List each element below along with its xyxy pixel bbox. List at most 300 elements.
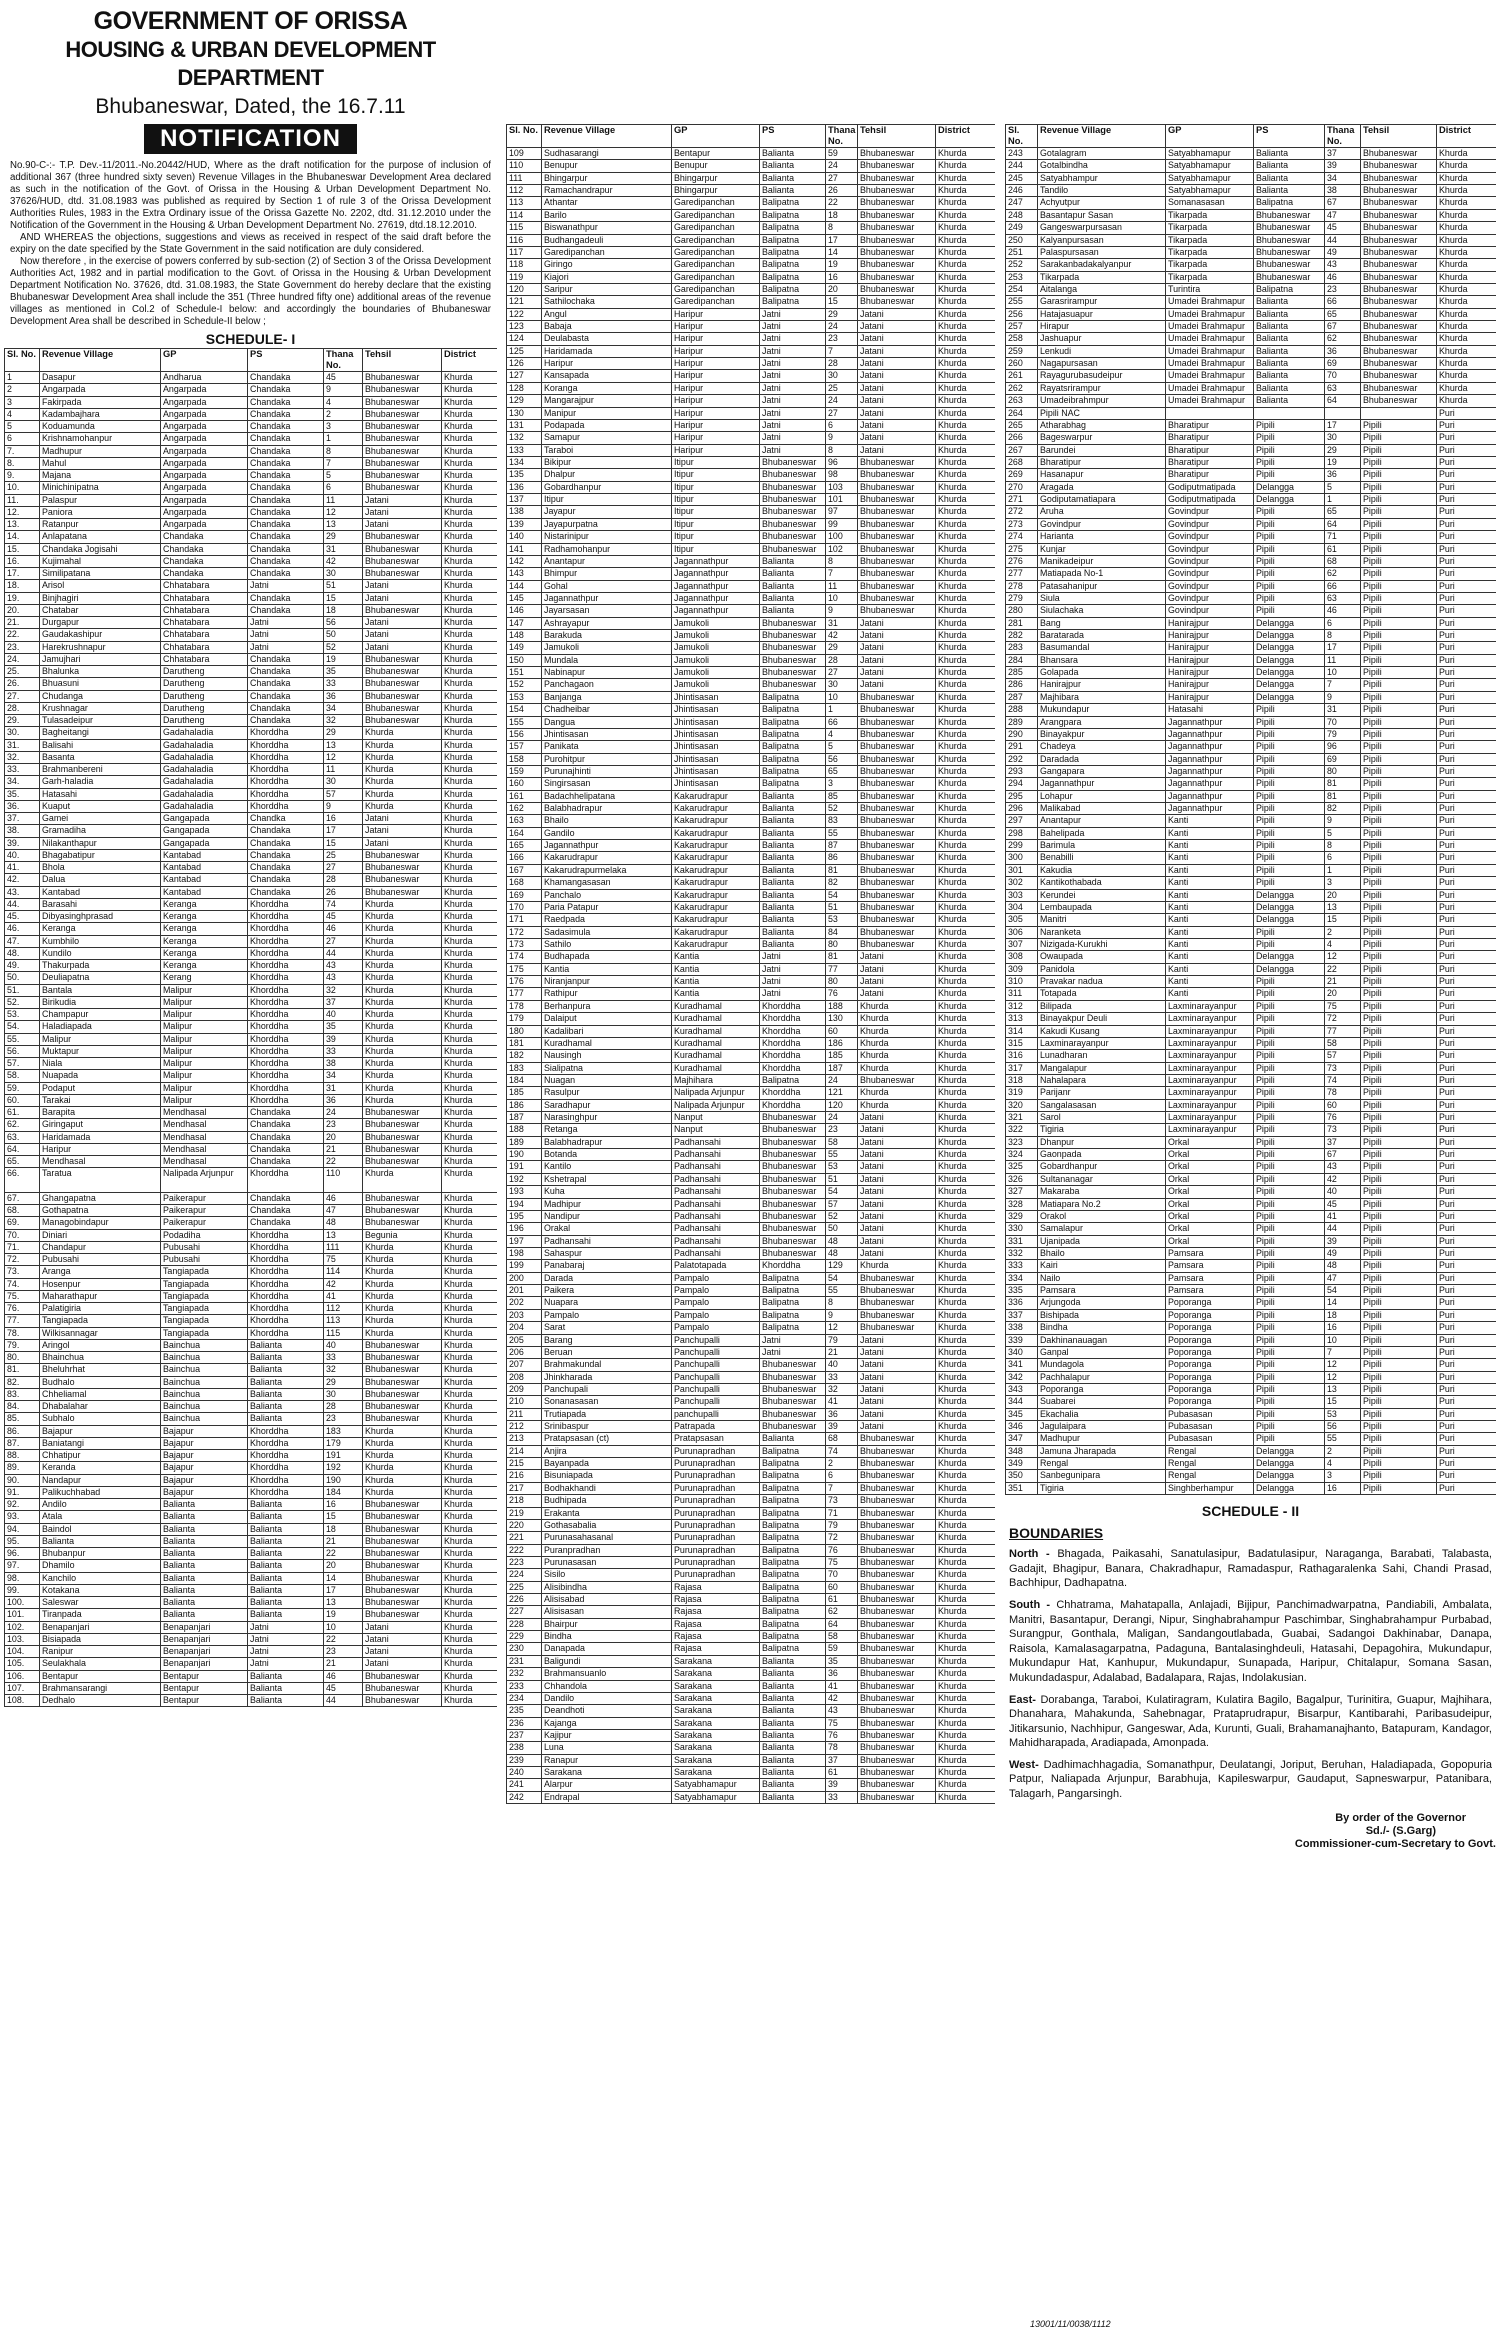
table-cell: 330 xyxy=(1006,1223,1038,1235)
table-cell: Khurda xyxy=(363,1327,442,1339)
table-cell: Kumbhilo xyxy=(40,935,161,947)
table-cell: 51 xyxy=(324,580,363,592)
table-row xyxy=(507,568,996,580)
table-cell: 194 xyxy=(507,1198,542,1210)
table-cell: 226 xyxy=(507,1594,542,1606)
table-cell: Khurda xyxy=(936,1025,996,1037)
table-cell: Khurda xyxy=(1437,197,1497,209)
table-cell: 40 xyxy=(1325,1186,1361,1198)
table-cell: 11. xyxy=(5,494,40,506)
table-cell: Chandaka xyxy=(248,1119,324,1131)
table-row xyxy=(507,283,996,295)
table-cell: Khurda xyxy=(936,654,996,666)
table-cell: Bhubaneswar xyxy=(363,1413,442,1425)
table-cell: Puri xyxy=(1437,1223,1497,1235)
table-cell: Bhubaneswar xyxy=(858,456,936,468)
table-cell: Pipili xyxy=(1361,1013,1437,1025)
table-cell: Bhubaneswar xyxy=(363,1499,442,1511)
table-cell: Jhintisasan xyxy=(672,753,760,765)
table-cell: Jatni xyxy=(760,1334,826,1346)
table-cell: Balianta xyxy=(760,148,826,160)
table-cell: 107. xyxy=(5,1682,40,1694)
table-cell: 308 xyxy=(1006,951,1038,963)
table-cell: Paikera xyxy=(542,1285,672,1297)
table-row xyxy=(5,874,498,886)
table-cell: Bentapur xyxy=(161,1682,248,1694)
table-cell: Haladiapada xyxy=(40,1021,161,1033)
table-cell: 349 xyxy=(1006,1458,1038,1470)
table-cell: Khurda xyxy=(858,1062,936,1074)
table-cell: Khurda xyxy=(936,1470,996,1482)
table-cell: 8 xyxy=(826,444,858,456)
table-cell: Khurda xyxy=(858,1025,936,1037)
table-cell: Khurda xyxy=(442,1131,498,1143)
table-cell: Poporanga xyxy=(1166,1322,1254,1334)
table-cell: Malikabad xyxy=(1038,803,1166,815)
table-cell: Chandaka xyxy=(248,862,324,874)
table-cell: Khurda xyxy=(442,1058,498,1070)
table-cell: Khurda xyxy=(363,923,442,935)
table-cell: 45. xyxy=(5,911,40,923)
table-body xyxy=(507,148,996,1804)
table-cell: 81 xyxy=(826,951,858,963)
table-cell: 13 xyxy=(324,739,363,751)
table-cell: 87. xyxy=(5,1437,40,1449)
table-row xyxy=(1006,617,1497,629)
table-cell: 37 xyxy=(826,1754,858,1766)
table-cell: Jatni xyxy=(248,1621,324,1633)
table-cell: 138 xyxy=(507,506,542,518)
table-cell: 32 xyxy=(324,715,363,727)
table-cell: Bhubaneswar xyxy=(363,886,442,898)
table-cell: Bhubaneswar xyxy=(760,1149,826,1161)
table-cell: Khurda xyxy=(442,1205,498,1217)
table-row xyxy=(5,678,498,690)
table-cell: Balianta xyxy=(760,1692,826,1704)
table-cell: Balianta xyxy=(248,1352,324,1364)
table-row xyxy=(1006,1396,1497,1408)
table-header xyxy=(5,349,498,372)
table-cell: Pipili xyxy=(1254,1272,1325,1284)
table-cell: Pubasasan xyxy=(1166,1408,1254,1420)
table-cell: Kanti xyxy=(1166,988,1254,1000)
table-cell: 62. xyxy=(5,1119,40,1131)
table-cell: Khurda xyxy=(363,1033,442,1045)
table-cell: Khurda xyxy=(442,1070,498,1082)
table-cell: Tiranpada xyxy=(40,1609,161,1621)
table-cell: Paria Patapur xyxy=(542,901,672,913)
table-cell: Khurda xyxy=(858,1260,936,1272)
table-cell: 56 xyxy=(1325,1421,1361,1433)
table-cell: Khurda xyxy=(936,790,996,802)
table-cell: Bhubaneswar xyxy=(760,1210,826,1222)
table-cell: Pipili xyxy=(1361,1383,1437,1395)
table-cell: Pipili xyxy=(1361,691,1437,703)
table-cell: Pamsara xyxy=(1166,1285,1254,1297)
table-cell: Balianta xyxy=(760,1680,826,1692)
table-row xyxy=(1006,1421,1497,1433)
table-cell: Darutheng xyxy=(161,666,248,678)
table-cell: Purunapradhan xyxy=(672,1470,760,1482)
table-cell: Puri xyxy=(1437,704,1497,716)
table-cell: 243 xyxy=(1006,148,1038,160)
table-cell: Bhubaneswar xyxy=(858,852,936,864)
table-cell: 156 xyxy=(507,728,542,740)
table-cell: Bhubaneswar xyxy=(760,617,826,629)
table-cell: Kantia xyxy=(672,976,760,988)
table-cell: Khurda xyxy=(936,259,996,271)
table-cell: Luna xyxy=(542,1742,672,1754)
table-cell: Khurda xyxy=(363,1303,442,1315)
table-cell: Khurda xyxy=(442,898,498,910)
table-cell: 307 xyxy=(1006,939,1038,951)
table-cell: Haripur xyxy=(672,382,760,394)
table-cell: Khurda xyxy=(936,1705,996,1717)
table-cell: Jayapurpatna xyxy=(542,518,672,530)
table-row xyxy=(1006,654,1497,666)
table-row xyxy=(1006,1408,1497,1420)
table-row xyxy=(5,1290,498,1302)
table-cell: Bajapur xyxy=(161,1437,248,1449)
table-row xyxy=(507,1087,996,1099)
table-cell: Chandaka xyxy=(248,396,324,408)
table-cell: Laxminarayanpur xyxy=(1166,1074,1254,1086)
table-row xyxy=(507,1235,996,1247)
table-cell: Jatani xyxy=(363,641,442,653)
table-row xyxy=(507,1742,996,1754)
table-cell: Chandaka xyxy=(248,421,324,433)
table-row xyxy=(1006,419,1497,431)
table-cell: Bhubaneswar xyxy=(858,531,936,543)
table-cell: Khurda xyxy=(363,996,442,1008)
table-cell: 31 xyxy=(324,543,363,555)
table-cell: Khurda xyxy=(363,788,442,800)
table-cell: Pipili xyxy=(1361,1136,1437,1148)
table-row xyxy=(507,1149,996,1161)
table-cell: Laxminarayanpur xyxy=(1166,1025,1254,1037)
table-cell: Balianta xyxy=(1254,370,1325,382)
table-cell: 55 xyxy=(826,1149,858,1161)
table-cell: 117 xyxy=(507,246,542,258)
table-row xyxy=(1006,963,1497,975)
boundaries-list xyxy=(1005,1547,1496,1802)
table-row xyxy=(1006,308,1497,320)
table-cell: 39 xyxy=(826,1779,858,1791)
table-cell: Khurda xyxy=(1437,259,1497,271)
table-cell: 76 xyxy=(826,1544,858,1556)
table-cell: Babaja xyxy=(542,321,672,333)
table-cell: Puri xyxy=(1437,1087,1497,1099)
table-cell: Khurda xyxy=(442,935,498,947)
table-row xyxy=(1006,765,1497,777)
table-cell: Erakanta xyxy=(542,1507,672,1519)
table-cell: Pipili xyxy=(1361,951,1437,963)
table-cell: Bhubaneswar xyxy=(363,862,442,874)
table-cell: Khurda xyxy=(936,568,996,580)
table-cell: Khurda xyxy=(442,617,498,629)
table-cell: Chandaka xyxy=(248,825,324,837)
table-cell: 38. xyxy=(5,825,40,837)
table-cell: Balianta xyxy=(248,1499,324,1511)
table-row xyxy=(507,1074,996,1086)
table-cell: Rathipur xyxy=(542,988,672,1000)
table-row xyxy=(5,1523,498,1535)
table-cell: Chandaka xyxy=(161,568,248,580)
table-row xyxy=(507,1532,996,1544)
table-cell: 64 xyxy=(826,1618,858,1630)
table-cell: Pipili xyxy=(1254,1247,1325,1259)
table-cell: Bhubaneswar xyxy=(760,1371,826,1383)
table-cell: Chhatabara xyxy=(161,580,248,592)
table-cell: Khurda xyxy=(442,1658,498,1670)
table-cell: 13. xyxy=(5,519,40,531)
table-cell: Balianta xyxy=(760,852,826,864)
table-cell: 82 xyxy=(826,877,858,889)
table-cell: Jagannathpur xyxy=(1038,778,1166,790)
table-cell: 100. xyxy=(5,1597,40,1609)
table-row xyxy=(507,1767,996,1779)
table-cell: 219 xyxy=(507,1507,542,1519)
table-cell: Poporanga xyxy=(1038,1383,1166,1395)
table-cell: Bisiapada xyxy=(40,1633,161,1645)
table-cell: Jatani xyxy=(363,1646,442,1658)
table-cell: 11 xyxy=(324,764,363,776)
table-cell: 6 xyxy=(1325,617,1361,629)
sign-line-3: Commissioner-cum-Secretary to Govt. xyxy=(1294,1837,1496,1850)
table-row xyxy=(507,1112,996,1124)
table-row xyxy=(507,1482,996,1494)
table-cell: Khurda xyxy=(442,384,498,396)
table-cell: Darutheng xyxy=(161,678,248,690)
table-cell: Khurda xyxy=(442,1254,498,1266)
table-cell: Pipili NAC xyxy=(1038,407,1166,419)
table-cell: Jagannathpur xyxy=(1166,716,1254,728)
table-cell: 98. xyxy=(5,1572,40,1584)
table-cell: 334 xyxy=(1006,1272,1038,1284)
table-cell: 236 xyxy=(507,1717,542,1729)
table-cell: Rayatsrirampur xyxy=(1038,382,1166,394)
table-cell: 21 xyxy=(324,1143,363,1155)
table-cell: Basumandal xyxy=(1038,642,1166,654)
table-cell: Pipili xyxy=(1361,1272,1437,1284)
table-cell: Jatni xyxy=(248,1633,324,1645)
table-cell: Khurda xyxy=(442,421,498,433)
table-cell: Kanti xyxy=(1166,976,1254,988)
table-cell: Sarakana xyxy=(542,1767,672,1779)
table-row xyxy=(507,815,996,827)
table-cell: 12 xyxy=(324,751,363,763)
table-cell: 45 xyxy=(1325,1198,1361,1210)
table-cell: 10 xyxy=(826,691,858,703)
table-cell: 24 xyxy=(826,1074,858,1086)
table-cell: 23 xyxy=(324,1646,363,1658)
table-row xyxy=(5,580,498,592)
table-cell: 43 xyxy=(826,1705,858,1717)
table-cell: Khurda xyxy=(1437,333,1497,345)
table-cell: Khurda xyxy=(442,751,498,763)
table-cell: Khurda xyxy=(442,1597,498,1609)
table-cell: Jagannathpur xyxy=(542,840,672,852)
table-cell: 184 xyxy=(324,1486,363,1498)
table-row xyxy=(5,372,498,384)
table-cell: 322 xyxy=(1006,1124,1038,1136)
table-cell: Orkal xyxy=(1166,1210,1254,1222)
table-cell: Khurda xyxy=(363,1058,442,1070)
table-cell: Panchupali xyxy=(542,1383,672,1395)
table-cell: Jatani xyxy=(363,1633,442,1645)
table-cell: Bhubaneswar xyxy=(363,433,442,445)
table-cell: 214 xyxy=(507,1445,542,1457)
table-cell: 197 xyxy=(507,1235,542,1247)
table-cell: Balipatna xyxy=(1254,197,1325,209)
table-cell: Haridamada xyxy=(542,345,672,357)
table-cell: 2 xyxy=(1325,926,1361,938)
table-cell: Kakarudrapur xyxy=(672,852,760,864)
table-row xyxy=(507,518,996,530)
table-cell: 26 xyxy=(826,185,858,197)
table-cell: Pipili xyxy=(1254,1062,1325,1074)
table-cell: Khurda xyxy=(936,926,996,938)
table-row xyxy=(507,1643,996,1655)
table-cell: 59 xyxy=(826,148,858,160)
table-cell: Nandapur xyxy=(40,1474,161,1486)
table-cell: Puri xyxy=(1437,654,1497,666)
table-cell: 140 xyxy=(507,531,542,543)
table-row xyxy=(1006,1074,1497,1086)
table-cell: Bhubaneswar xyxy=(363,715,442,727)
table-cell: Hanirajpur xyxy=(1166,679,1254,691)
table-cell: Khurda xyxy=(936,172,996,184)
table-cell: Jagannathpur xyxy=(672,568,760,580)
table-row xyxy=(507,1680,996,1692)
table-cell: Jatni xyxy=(760,432,826,444)
table-cell: Owaupada xyxy=(1038,951,1166,963)
table-cell: 24 xyxy=(826,395,858,407)
table-cell: Bhubaneswar xyxy=(858,1618,936,1630)
table-cell: 176 xyxy=(507,976,542,988)
table-cell: Khurda xyxy=(363,776,442,788)
table-cell: Balianta xyxy=(248,1572,324,1584)
table-cell: 16 xyxy=(324,813,363,825)
table-cell: 52 xyxy=(826,1210,858,1222)
table-cell: 146 xyxy=(507,605,542,617)
table-cell: Bhalunka xyxy=(40,666,161,678)
table-cell: Bhubaneswar xyxy=(363,653,442,665)
table-cell: Bhubaneswar xyxy=(760,1421,826,1433)
table-cell: 46 xyxy=(324,1192,363,1204)
table-cell: 46 xyxy=(1325,605,1361,617)
column-header: District xyxy=(936,125,996,148)
table-cell: Khorddha xyxy=(248,1327,324,1339)
table-cell: Balianta xyxy=(161,1609,248,1621)
table-cell: Balipatna xyxy=(760,1594,826,1606)
table-cell: 10 xyxy=(1325,667,1361,679)
table-cell: Palaspursasan xyxy=(1038,246,1166,258)
table-cell: Khurda xyxy=(442,543,498,555)
table-cell: Chandaka xyxy=(248,690,324,702)
table-cell: Sialipatna xyxy=(542,1062,672,1074)
table-cell: Chandaka xyxy=(161,555,248,567)
table-cell: 232 xyxy=(507,1668,542,1680)
table-cell: Pampalo xyxy=(672,1285,760,1297)
table-cell: Bhubaneswar xyxy=(858,815,936,827)
table-cell: Dhanpur xyxy=(1038,1136,1166,1148)
table-cell: Pipili xyxy=(1254,1000,1325,1012)
schedule-table-2 xyxy=(506,124,995,1804)
table-cell: Kansapada xyxy=(542,370,672,382)
table-cell: Bainchua xyxy=(161,1352,248,1364)
table-cell: 279 xyxy=(1006,592,1038,604)
table-cell: 4 xyxy=(5,408,40,420)
table-cell: 333 xyxy=(1006,1260,1038,1272)
table-cell: 284 xyxy=(1006,654,1038,666)
table-cell: Khurda xyxy=(936,691,996,703)
table-cell: Khurda xyxy=(442,1511,498,1523)
table-cell: Bindha xyxy=(1038,1322,1166,1334)
table-cell: 67. xyxy=(5,1192,40,1204)
table-cell: Alisisasan xyxy=(542,1606,672,1618)
table-cell: 57 xyxy=(826,1198,858,1210)
table-cell: Siulachaka xyxy=(1038,605,1166,617)
table-cell: Balianta xyxy=(760,160,826,172)
table-cell: Pipili xyxy=(1361,1371,1437,1383)
table-cell: Khurda xyxy=(363,1070,442,1082)
table-cell: 54 xyxy=(826,889,858,901)
table-cell: 90. xyxy=(5,1474,40,1486)
table-cell: 38 xyxy=(1325,185,1361,197)
table-cell: Chandaka xyxy=(248,494,324,506)
table-cell: 16 xyxy=(826,271,858,283)
signature-block xyxy=(1005,1812,1496,1851)
table-cell: Khorddha xyxy=(760,1037,826,1049)
table-cell: 4 xyxy=(324,396,363,408)
table-cell: Khurda xyxy=(363,984,442,996)
table-cell: Jamukoli xyxy=(672,654,760,666)
table-cell: Rengal xyxy=(1166,1470,1254,1482)
table-cell: Delangga xyxy=(1254,1470,1325,1482)
table-cell: Khurda xyxy=(442,1143,498,1155)
table-row xyxy=(507,172,996,184)
table-cell: Patrapada xyxy=(672,1421,760,1433)
table-cell: Bhubaneswar xyxy=(1361,395,1437,407)
table-cell: Pipili xyxy=(1361,778,1437,790)
table-cell: Sanbegunipara xyxy=(1038,1470,1166,1482)
table-cell: Govindpur xyxy=(1166,568,1254,580)
table-cell: Pipili xyxy=(1361,592,1437,604)
table-cell: Pipili xyxy=(1254,1383,1325,1395)
table-cell: Khurda xyxy=(442,1327,498,1339)
table-cell: 35 xyxy=(324,1021,363,1033)
table-cell: Khurda xyxy=(442,1241,498,1253)
table-cell: Khurda xyxy=(936,1062,996,1074)
table-row xyxy=(507,259,996,271)
table-cell: Bharatipur xyxy=(1166,419,1254,431)
table-cell: 118 xyxy=(507,259,542,271)
table-cell: Athantar xyxy=(542,197,672,209)
table-cell: Bishipada xyxy=(1038,1309,1166,1321)
table-row xyxy=(507,1668,996,1680)
table-cell: Arangpara xyxy=(1038,716,1166,728)
table-cell: 89. xyxy=(5,1462,40,1474)
table-cell: Pipili xyxy=(1254,939,1325,951)
table-cell: Pipili xyxy=(1254,1260,1325,1272)
table-cell: Khurda xyxy=(936,1668,996,1680)
table-cell: Balianta xyxy=(248,1376,324,1388)
table-row xyxy=(1006,889,1497,901)
table-cell: 74 xyxy=(826,1445,858,1457)
table-cell: Khurda xyxy=(442,1082,498,1094)
table-cell: Pipili xyxy=(1254,1346,1325,1358)
